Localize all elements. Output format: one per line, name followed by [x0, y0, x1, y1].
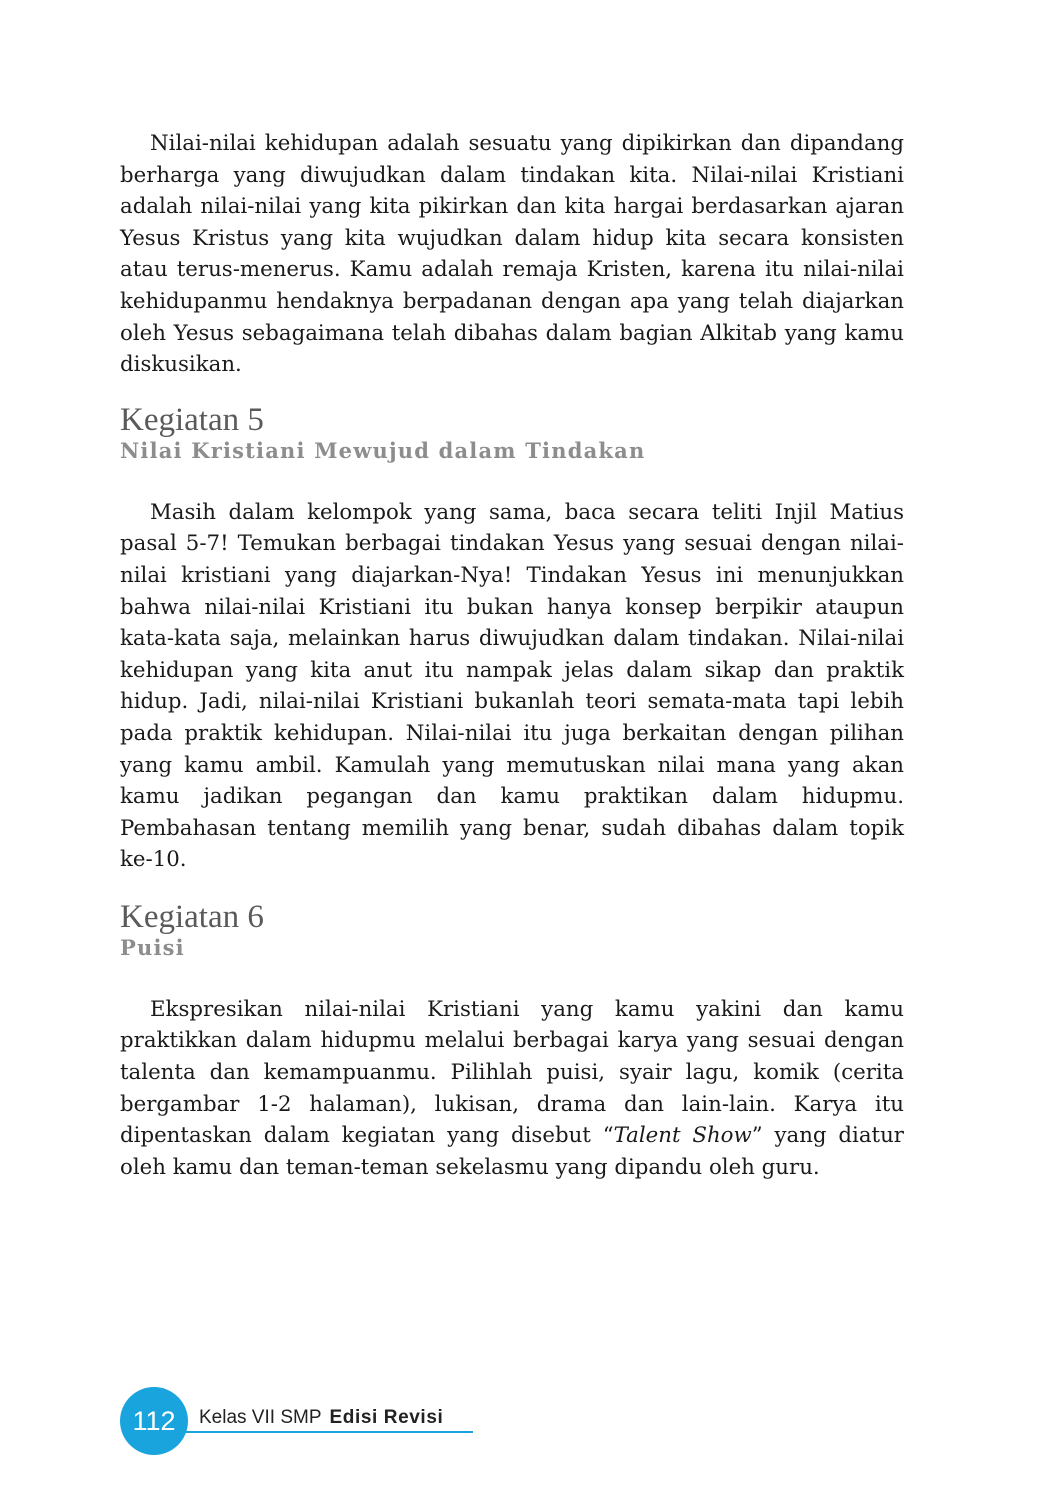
footer-label [199, 1407, 443, 1429]
page-content [120, 128, 904, 1183]
footer-underline [182, 1431, 473, 1433]
book-label: Kelas VII SMP [199, 1407, 322, 1428]
page-number-badge [120, 1387, 188, 1455]
kegiatan-6-text-after: ” yang diatur oleh kamu dan teman-teman sekelasmu yang dipandu oleh guru. [120, 1123, 904, 1180]
kegiatan-5-title: Kegiatan 5 [120, 401, 264, 438]
kegiatan-6-subtitle: Puisi [120, 934, 185, 960]
kegiatan-6-heading [120, 900, 904, 962]
kegiatan-6-title: Kegiatan 6 [120, 898, 264, 935]
page-number: 112 [132, 1405, 176, 1436]
intro-paragraph: Nilai-nilai kehidupan adalah sesuatu yang dipikirkan dan dipandang berharga yang diwujudkan dalam tindakan kita. Nilai-nilai Kristiani adalah nilai-nilai yang kita pikirkan dan kita hargai berdasarkan ajaran Yesus Kristus yang kita wujudkan dalam hidup kita secara konsisten atau terus-menerus. Kamu adalah remaja Kristen, karena itu nilai-nilai kehidupanmu hendaknya berpadanan dengan apa yang telah diajarkan oleh Yesus sebagaimana telah dibahas dalam bagian Alkitab yang kamu diskusikan. [120, 131, 904, 378]
kegiatan-6-text-before: Ekspresikan nilai-nilai Kristiani yang kamu yakini dan kamu praktikkan dalam hidupmu melalui berbagai karya yang sesuai dengan talenta dan kemampuanmu. Pilihlah puisi, syair lagu, komik (cerita bergambar 1-2 halaman), lukisan, drama dan lain-lain. Karya itu dipentaskan dalam kegiatan yang disebut “ [120, 996, 904, 1149]
kegiatan-5-subtitle: Nilai Kristiani Mewujud dalam Tindakan [120, 437, 646, 463]
kegiatan-6-paragraph [120, 994, 904, 1184]
edition-label: Edisi Revisi [329, 1407, 444, 1428]
page-footer [120, 1387, 480, 1457]
kegiatan-5-heading [120, 403, 904, 465]
talent-show-emphasis: Talent Show [613, 1123, 752, 1149]
kegiatan-5-paragraph: Masih dalam kelompok yang sama, baca secara teliti Injil Matius pasal 5-7! Temukan berbagai tindakan Yesus yang sesuai dengan nilai-nilai kristiani yang diajarkan-Nya! Tindakan Yesus ini menunjukkan bahwa nilai-nilai Kristiani itu bukan hanya konsep berpikir ataupun kata-kata saja, melainkan harus diwujudkan dalam tindakan. Nilai-nilai kehidupan yang kita anut itu nampak jelas dalam sikap dan praktik hidup. Jadi, nilai-nilai Kristiani bukanlah teori semata-mata tapi lebih pada praktik kehidupan. Nilai-nilai itu juga berkaitan dengan pilihan yang kamu ambil. Kamulah yang memutuskan nilai mana yang akan kamu jadikan pegangan dan kamu praktikan dalam hidupmu. Pembahasan tentang memilih yang benar, sudah dibahas dalam topik ke-10. [120, 499, 904, 873]
